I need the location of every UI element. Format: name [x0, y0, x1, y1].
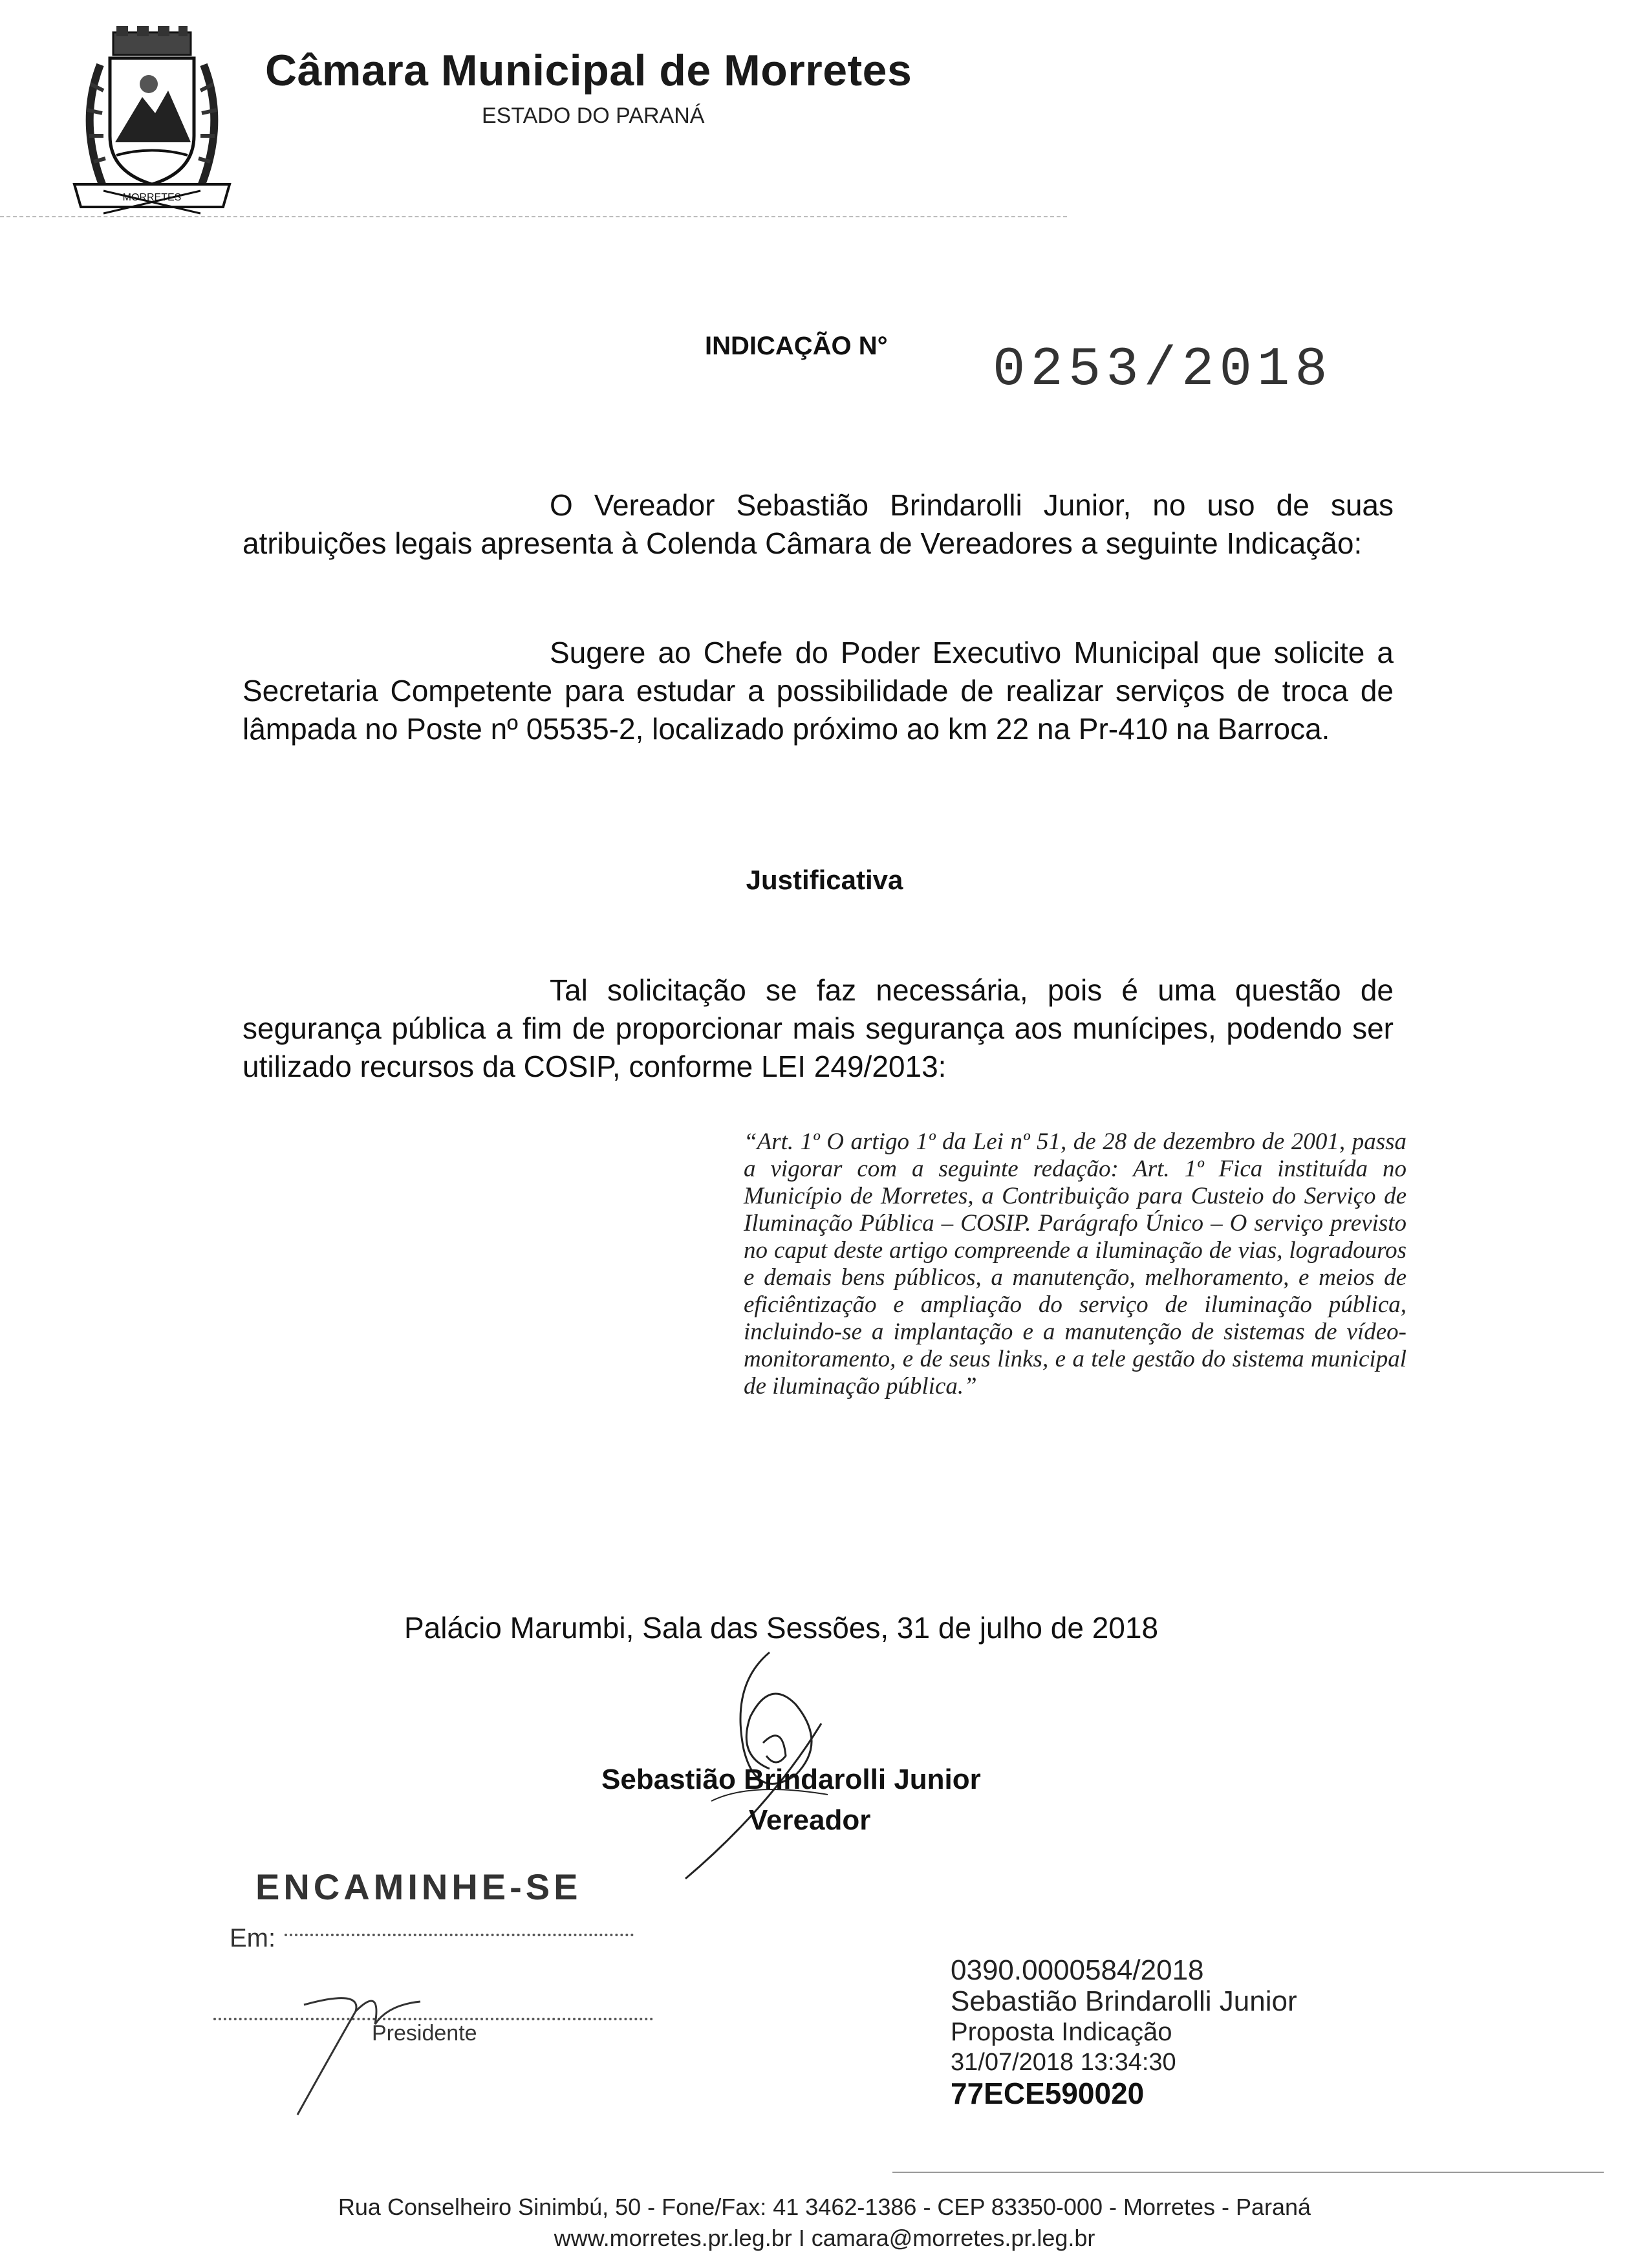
stamp-em-label: Em:: [230, 1924, 276, 1952]
header-divider: [0, 216, 1067, 219]
paragraph-justification: Tal solicitação se faz necessária, pois é uma questão de segurança pública a fim de proporcionar mais segurança aos munícipes, podendo ser utilizado recursos da COSIP, conforme LEI 249/2013:: [242, 973, 1394, 1083]
stamp-presidente-label: Presidente: [372, 2021, 477, 2046]
paragraph-intro: O Vereador Sebastião Brindarolli Junior, no uso de suas atribuições legais apresenta à Colenda Câmara de Vereadores a seguinte Indicação:: [242, 488, 1394, 560]
footer-divider: [892, 2172, 1604, 2173]
protocol-type: Proposta Indicação: [951, 2018, 1172, 2046]
stamp-title: ENCAMINHE-SE: [255, 1866, 582, 1907]
page-subtitle: ESTADO DO PARANÁ: [482, 103, 705, 128]
page-title: Câmara Municipal de Morretes: [265, 46, 912, 95]
protocol-author: Sebastião Brindarolli Junior: [951, 1985, 1297, 2017]
crest-ribbon-text: MORRETES: [122, 192, 182, 203]
signer-name: Sebastião Brindarolli Junior: [601, 1764, 981, 1795]
indicacao-number: 0253/2018: [993, 340, 1333, 401]
place-date: Palácio Marumbi, Sala das Sessões, 31 de julho de 2018: [404, 1611, 1159, 1645]
justificativa-heading: Justificativa: [746, 865, 903, 895]
protocol-code: 77ECE590020: [951, 2077, 1145, 2110]
signer-role: Vereador: [749, 1804, 871, 1836]
stamp-date-line: [285, 1934, 634, 1936]
protocol-number: 0390.0000584/2018: [951, 1954, 1204, 1986]
protocol-timestamp: 31/07/2018 13:34:30: [951, 2049, 1176, 2076]
indicacao-label: INDICAÇÃO N°: [705, 332, 888, 360]
paragraph-suggestion: Sugere ao Chefe do Poder Executivo Municipal que solicite a Secretaria Competente para estudar a possibilidade de realizar serviços de troca de lâmpada no Poste nº 05535-2, localizado próximo ao km 22 na Pr-410 na Barroca.: [242, 636, 1394, 746]
footer-web: www.morretes.pr.leg.br I camara@morretes.pr.leg.br: [554, 2225, 1095, 2251]
municipal-crest: [65, 26, 239, 220]
president-signature: [259, 1972, 466, 2121]
law-quote: “Art. 1º O artigo 1º da Lei nº 51, de 28 de dezembro de 2001, passa a vigorar com a seguinte redação: Art. 1º Fica instituída no Município de Morretes, a Contribuição para Custeio do Serviço de Iluminação Pública – COSIP. Parágrafo Único – O serviço previsto no caput deste artigo compreende a iluminação de vias, logradouros e demais bens públicos, a manutenção, melhoramento, e meios de eficiêntização e ampliação do serviço de iluminação pública, incluindo-se a implantação e a manutenção de sistemas de vídeo-monitoramento, e de seus links, e a tele gestão do sistema municipal de iluminação pública.”: [744, 1129, 1406, 1399]
footer-address: Rua Conselheiro Sinimbú, 50 - Fone/Fax: 41 3462-1386 - CEP 83350-000 - Morretes - Paraná: [338, 2194, 1311, 2220]
